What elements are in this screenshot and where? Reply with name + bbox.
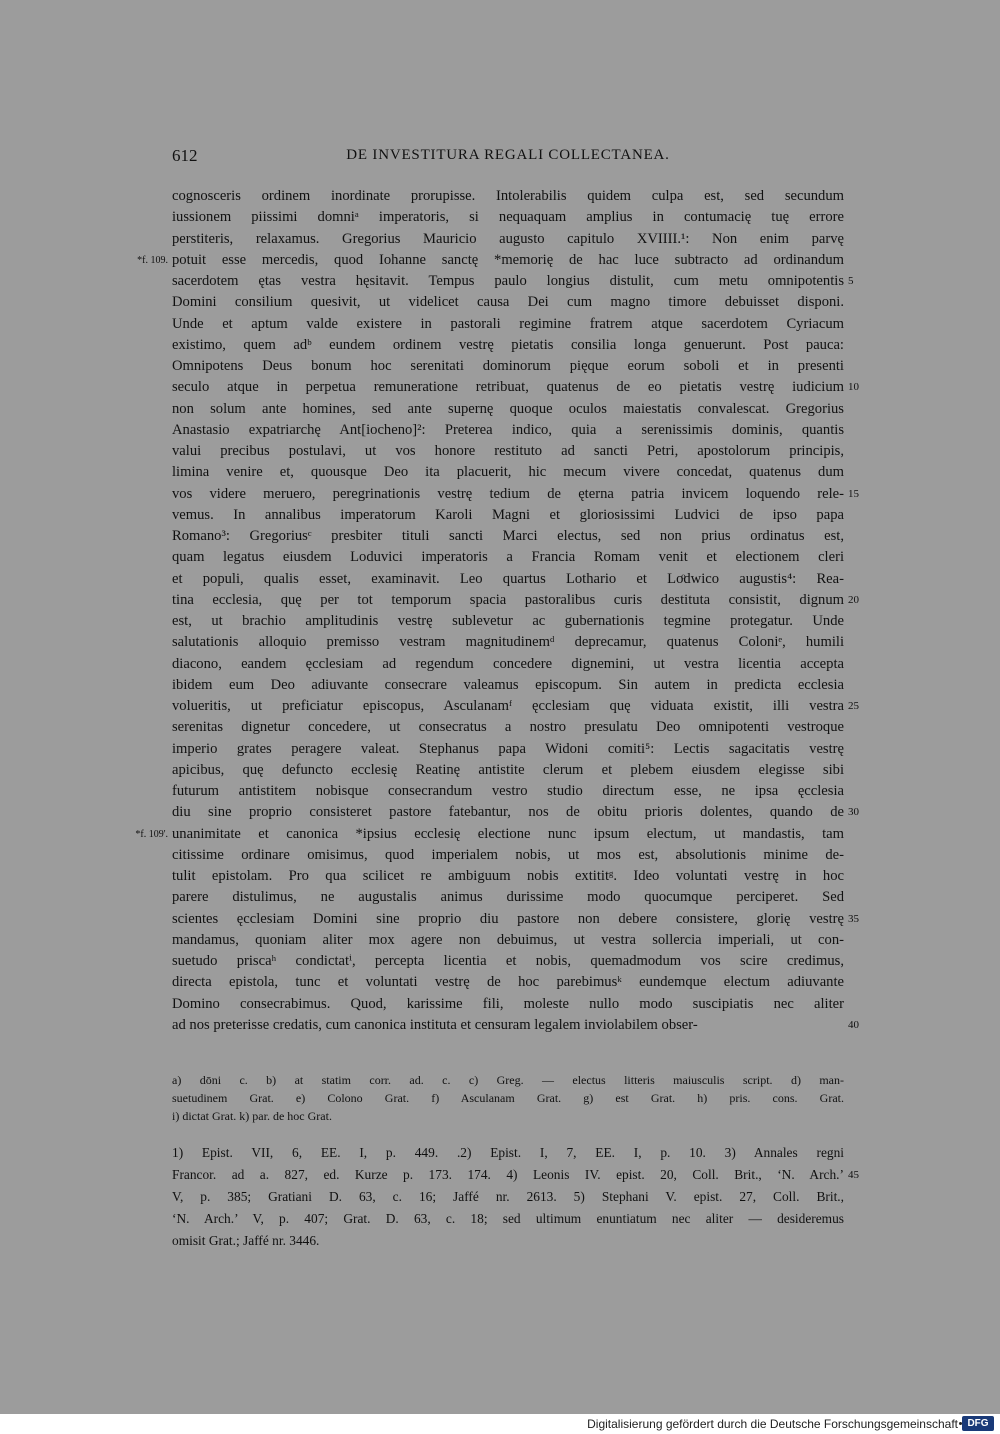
line-text: Anastasio expatriarchę Ant[iocheno]²: Preterea indico, quia a serenissimis dominis, quantis <box>172 421 844 438</box>
line-number: 15 <box>848 487 859 500</box>
main-text <box>135 186 859 1036</box>
line-text: serenitas dignetur concedere, ut consecratus a nostro presulatu Deo omnipotenti vestroque <box>172 719 844 736</box>
text-line <box>172 229 844 250</box>
text-line <box>172 675 844 696</box>
folio-marginal-note: *f. 109. <box>137 254 168 266</box>
text-line <box>172 186 844 207</box>
line-text: Domino consecrabimus. Quod, karissime fili, moleste nullo modo suscipiatis nec aliter <box>172 995 844 1012</box>
line-text: potuit esse mercedis, quod Iohanne sanctę *memorię de hac luce subtracto ad ordinandum <box>172 251 844 268</box>
text-line <box>172 1015 859 1036</box>
text-line <box>172 420 844 441</box>
text-line <box>172 717 844 738</box>
text-line <box>172 462 844 483</box>
text-line <box>172 845 844 866</box>
text-line <box>172 696 859 717</box>
footnote-text: Francor. ad a. 827, ed. Kurze p. 173. 174. 4) Leonis IV. epist. 20, Coll. Brit., ‘N. Arch.’ <box>172 1167 844 1182</box>
credit-text: Digitalisierung gefördert durch die Deutsche Forschungsgemeinschaft <box>587 1417 958 1431</box>
line-number: 10 <box>848 381 859 394</box>
text-line <box>172 590 859 611</box>
line-number: 35 <box>848 912 859 925</box>
line-number: 30 <box>848 806 859 819</box>
source-footnotes <box>172 1142 859 1252</box>
line-text: ibidem eum Deo adiuvante consecrare valeamus episcopum. Sin autem in predicta ecclesia <box>172 676 844 693</box>
line-text: mandamus, quoniam aliter mox agere non debuimus, ut vestra sollercia imperiali, ut con- <box>172 931 844 948</box>
line-text: est, ut brachio amplitudinis vestrę sublevetur ac gubernationis tegmine protegatur. Unde <box>172 613 844 629</box>
text-line <box>172 292 844 313</box>
line-text: quam legatus eiusdem Loduvici imperatoris a Francia Romam venit et electionem cleri <box>172 549 844 566</box>
line-number: 40 <box>848 1018 859 1031</box>
text-line <box>172 505 844 526</box>
line-text: vos videre meruero, peregrinationis vestrę tedium de ęterna patria invicem loquendo rele- <box>172 485 844 502</box>
footnote-text: omisit Grat.; Jaffé nr. 3446. <box>172 1233 320 1248</box>
footnote-line <box>172 1164 859 1186</box>
line-text: unanimitate et canonica *ipsius ecclesię electione nunc ipsum electum, ut mandastis, tam <box>172 825 844 842</box>
line-text: tina ecclesia, quę per tot temporum spacia pastoralibus curis destituta consistit, dignum <box>172 591 844 608</box>
apparatus-line: i) dictat Grat. k) par. de hoc Grat. <box>172 1109 332 1123</box>
line-text: salutationis alloquio premisso vestram magnitudinemᵈ deprecamur, quatenus Coloniᵉ, humili <box>172 634 844 651</box>
text-line <box>172 207 844 228</box>
page-header <box>172 146 844 168</box>
text-line <box>172 994 844 1015</box>
apparatus-line: a) dōni c. b) at statim corr. ad. c. c) Greg. — electus litteris maiusculis script. d) man- <box>172 1073 844 1087</box>
text-line <box>172 399 844 420</box>
text-line <box>172 611 844 632</box>
line-text: apicibus, quę defuncto ecclesię Reatinę antistite clerum et plebem eiusdem elegisse sibi <box>172 761 844 778</box>
apparatus-line: suetudinem Grat. e) Colono Grat. f) Asculanam Grat. g) est Grat. h) pris. cons. Grat. <box>172 1091 844 1105</box>
critical-apparatus <box>172 1071 844 1125</box>
line-text: perstiteris, relaxamus. Gregorius Mauricio augusto capitulo XVIIII.¹: Non enim parvę <box>172 230 844 247</box>
footnote-line <box>172 1230 844 1252</box>
folio-marginal-note: *f. 109'. <box>135 828 168 840</box>
line-text: et populi, qualis esset, examinavit. Leo quartus Lothario et Loͦdwico augustis⁴: Rea- <box>172 570 844 587</box>
footnote-line <box>172 1186 844 1208</box>
text-line <box>172 930 844 951</box>
text-line <box>172 314 844 335</box>
line-text: Romano³: Gregoriusᶜ presbiter tituli sancti Marci electus, sed non prius ordinatus est, <box>172 528 844 544</box>
line-text: sacerdotem ętas vestra hęsitavit. Tempus paulo longius distulit, cum metu omnipotentis <box>172 273 844 289</box>
footnote-line <box>172 1142 844 1164</box>
line-text: diu sine proprio consisteret pastore fatebantur, nos de obitu prioris dolentes, quando de <box>172 804 844 821</box>
line-number: 25 <box>848 700 859 712</box>
line-text: parere distulimus, ne augustalis animus durissime modo quocumque perciperet. Sed <box>172 889 844 906</box>
text-line <box>172 951 844 972</box>
line-text: vemus. In annalibus imperatorum Karoli Magni et gloriosissimi Ludvici de ipso papa <box>172 506 844 523</box>
line-number: 45 <box>848 1169 859 1181</box>
line-text: imperio grates peragere valeat. Stephanus papa Widoni comiti⁵: Lectis sagacitatis vestrę <box>172 740 844 757</box>
dfg-logo: DFG <box>962 1416 994 1431</box>
text-line <box>172 866 844 887</box>
text-line <box>172 802 859 823</box>
text-line <box>172 356 844 377</box>
text-line <box>172 632 844 653</box>
line-text: citissime ordinare omisimus, quod imperialem nobis, ut mos est, absolutionis minime de- <box>172 846 844 863</box>
text-line <box>172 654 844 675</box>
text-line <box>172 441 844 462</box>
text-line <box>172 484 859 505</box>
text-line <box>172 781 844 802</box>
line-text: valui precibus postulavi, ut vos honore restituto ad sancti Petri, apostolorum principis, <box>172 443 844 459</box>
line-text: Omnipotens Deus bonum hoc serenitati dominorum pięque eorum soboli et in presenti <box>172 358 844 374</box>
text-line <box>172 760 844 781</box>
text-line <box>172 739 844 760</box>
line-text: Unde et aptum valde existere in pastorali regimine fratrem atque sacerdotem Cyriacum <box>172 315 844 332</box>
line-text: limina venire et, quousque Deo ita placuerit, hic mecum vivere concedat, quatenus dum <box>172 464 844 481</box>
line-text: Domini consilium quesivit, ut videlicet causa Dei cum magno timore debuisset disponi. <box>172 294 844 311</box>
line-text: tulit epistolam. Pro qua scilicet re ambiguum nobis extititᵍ. Ideo voluntati vestrę in hoc <box>172 868 844 884</box>
line-text: seculo atque in perpetua remuneratione retribuat, quatenus de eo pietatis vestrę iudicium <box>172 379 844 396</box>
line-text: scientes ęcclesiam Domini sine proprio diu pastore non debere consistere, glorię vestrę <box>172 910 844 927</box>
text-line <box>172 335 844 356</box>
line-text: futurum antistitem nobisque consecrandum vestro studio directum esse, ne ipsa ęcclesia <box>172 783 844 799</box>
text-line <box>172 377 859 398</box>
page-number: 612 <box>172 146 198 165</box>
text-line <box>172 972 844 993</box>
line-text: non solum ante homines, sed ante supernę quoque oculos maiestatis convalescat. Gregorius <box>172 400 844 417</box>
footnote-line <box>172 1208 844 1230</box>
line-text: volueritis, ut preficiatur episcopus, Asculanamᶠ ęcclesiam quę viduata existit, illi vestra <box>172 698 844 714</box>
text-line <box>172 887 844 908</box>
running-title: DE INVESTITURA REGALI COLLECTANEA. <box>346 147 670 163</box>
footnote-text: V, p. 385; Gratiani D. 63, c. 16; Jaffé nr. 2613. 5) Stephani V. epist. 27, Coll. Brit., <box>172 1189 844 1204</box>
digitization-credit-bar <box>0 1414 1000 1434</box>
footnote-text: ‘N. Arch.’ V, p. 407; Grat. D. 63, c. 18; sed ultimum enuntiatum nec aliter — desideremus <box>172 1211 844 1226</box>
line-number: 20 <box>848 593 859 606</box>
line-text: existimo, quem adᵇ eundem ordinem vestrę pietatis consilia longa genuerunt. Post pauca: <box>172 336 844 353</box>
text-line <box>135 824 844 845</box>
line-text: directa epistola, tunc et voluntati vestrę de hoc parebimusᵏ eundemque electum adiuvante <box>172 974 844 991</box>
footnote-text: 1) Epist. VII, 6, EE. I, p. 449. .2) Epist. I, 7, EE. I, p. 10. 3) Annales regni <box>172 1145 844 1160</box>
line-text: cognosceris ordinem inordinate prorupisse. Intolerabilis quidem culpa est, sed secundum <box>172 188 844 204</box>
line-text: diacono, eandem ęcclesiam ad regendum concedere dignemini, ut vestra licentia accepta <box>172 655 844 672</box>
text-line <box>172 547 844 568</box>
text-line <box>172 569 844 590</box>
text-line <box>172 909 859 930</box>
text-line <box>137 250 844 271</box>
line-text: ad nos preterisse credatis, cum canonica instituta et censuram legalem inviolabilem obser- <box>172 1016 698 1033</box>
line-text: iussionem piissimi domniᵃ imperatoris, si nequaquam amplius in contumacię tuę errore <box>172 209 844 226</box>
text-line <box>172 526 844 547</box>
line-text: suetudo priscaʰ condictatⁱ, percepta licentia et nobis, quemadmodum vos scire credimus, <box>172 953 844 969</box>
text-line <box>172 271 854 292</box>
line-number: 5 <box>848 275 854 287</box>
